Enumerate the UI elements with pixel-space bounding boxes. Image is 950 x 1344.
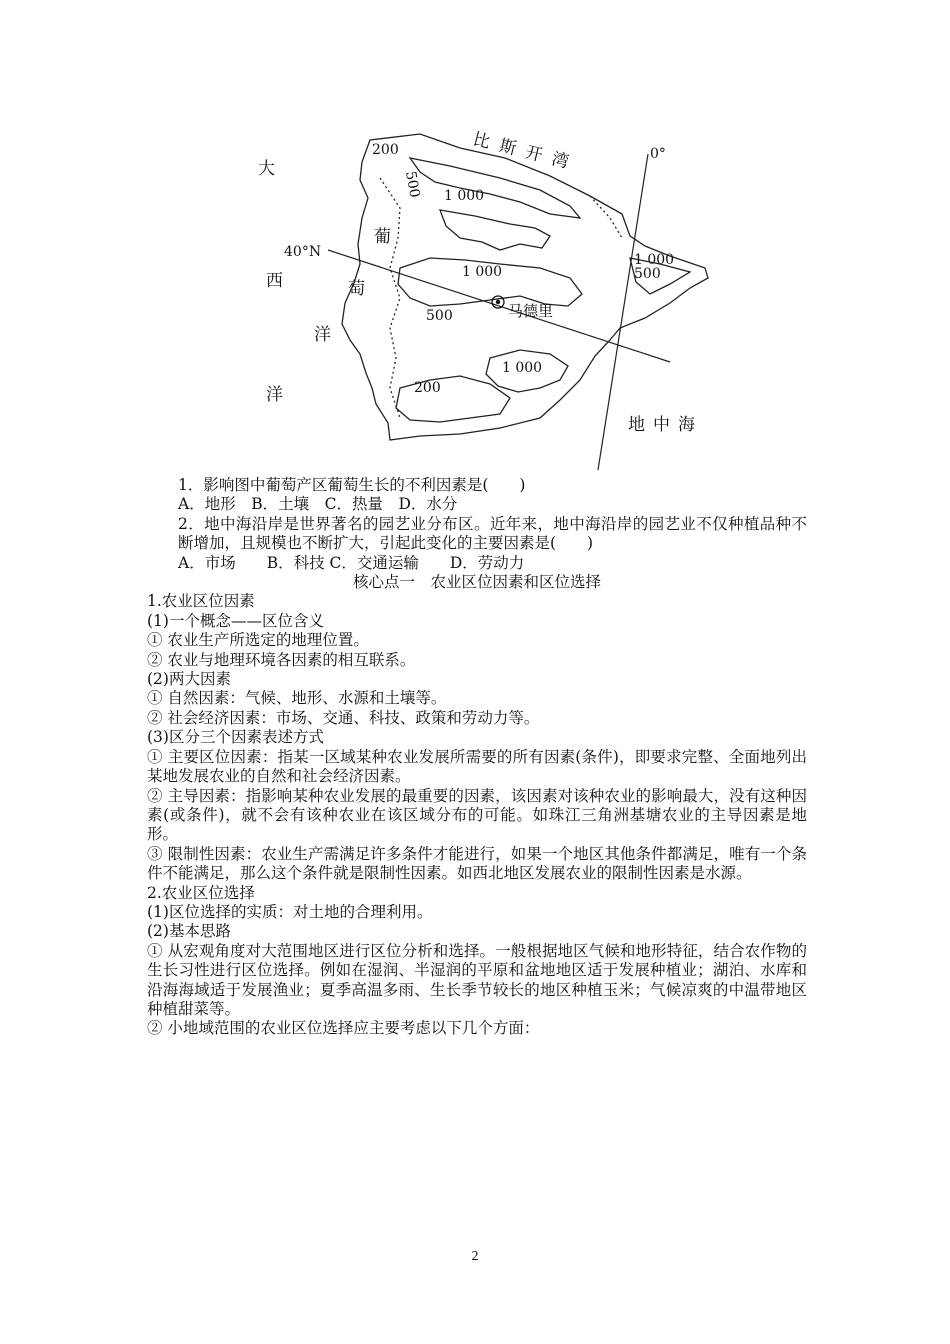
section-1-2a: ① 自然因素：气候、地形、水源和土壤等。	[147, 689, 447, 708]
label-c1000-s: 1 000	[502, 360, 543, 376]
label-ocean-1: 大	[258, 159, 275, 179]
core-heading: 核心点一 农业区位因素和区位选择	[352, 573, 601, 592]
contour-1000-central	[440, 210, 550, 250]
portugal-border	[380, 178, 400, 418]
label-ocean-4: 洋	[266, 385, 283, 405]
label-sea: 地中海	[628, 415, 703, 435]
label-parallel: 40°N	[284, 244, 322, 260]
document-body	[147, 476, 807, 1039]
section-2-2: (2)基本思路	[147, 922, 231, 941]
label-c500-e: 500	[634, 266, 661, 282]
section-2-2b: ② 小地域范围的农业区位选择应主要考虑以下几个方面：	[147, 1019, 540, 1038]
question-1-stem: 1．影响图中葡萄产区葡萄生长的不利因素是( )	[178, 476, 526, 494]
section-2-1: (1)区位选择的实质：对土地的合理利用。	[147, 902, 433, 921]
section-1-1b: ② 农业与地理环境各因素的相互联系。	[147, 650, 416, 669]
section-1-3: (3)区分三个因素表述方式	[147, 728, 324, 747]
label-capital: 马德里	[508, 302, 554, 320]
label-c500-nw: 500	[402, 169, 423, 200]
question-1-options: A．地形 B．土壤 C．热量 D．水分	[178, 495, 458, 514]
section-2-2a: ① 从宏观角度对大范围地区进行区位分析和选择。一般根据地区气候和地形特征，结合农作物的生长习性进行区位选择。例如在湿润、半湿润的平原和盆地地区适于发展种植业；湖泊、水库和沿海海域适于发展渔业；夏季高温多雨、生长季节较长的地区种植玉米；气候凉爽的中温带地区种植甜菜等。	[147, 941, 807, 1018]
section-2-title: 2.农业区位选择	[147, 883, 255, 902]
section-1-title: 1.农业区位因素	[147, 592, 255, 611]
section-1-2: (2)两大因素	[147, 670, 231, 689]
label-grape-1: 葡	[374, 227, 391, 247]
label-c1000-c: 1 000	[462, 264, 503, 280]
label-c200-s: 200	[414, 380, 441, 396]
iberia-contour-map	[250, 118, 720, 476]
question-2-stem: 2．地中海沿岸是世界著名的园艺业分布区。近年来，地中海沿岸的园艺业不仅种植品种不断增加，且规模也不断扩大，引起此变化的主要因素是( )	[178, 514, 807, 553]
label-grape-2: 萄	[348, 279, 365, 299]
page-number: 2	[471, 1249, 479, 1264]
coastline	[342, 134, 708, 440]
label-c200-nw: 200	[372, 142, 399, 158]
label-ocean-2: 西	[266, 271, 283, 291]
section-1-1: (1)一个概念——区位含义	[147, 611, 324, 630]
question-2-options: A．市场 B．科技 C．交通运输 D．劳动力	[178, 553, 525, 572]
label-meridian: 0°	[650, 146, 666, 162]
label-c1000-n: 1 000	[444, 188, 485, 204]
pyrenees-border	[590, 196, 622, 238]
section-1-2b: ② 社会经济因素：市场、交通、科技、政策和劳动力等。	[147, 708, 540, 727]
section-1-3b: ② 主导因素：指影响某种农业发展的最重要的因素，该因素对该种农业的影响最大，没有这种因素(或条件)，就不会有该种农业在该区域分布的可能。如珠江三角洲基塘农业的主导因素是地形。	[147, 786, 807, 844]
label-ocean-3: 洋	[314, 325, 331, 345]
label-bay: 比斯开湾	[470, 129, 581, 175]
section-1-1a: ① 农业生产所选定的地理位置。	[147, 631, 369, 650]
label-c1000-e: 1 000	[634, 252, 675, 268]
section-1-3a: ① 主要区位因素：指某一区域某种农业发展所需要的所有因素(条件)，即要求完整、全面地列出某地发展农业的自然和社会经济因素。	[147, 747, 807, 786]
label-c500-c: 500	[426, 308, 453, 324]
section-1-3c: ③ 限制性因素：农业生产需满足许多条件才能进行，如果一个地区其他条件都满足，唯有一个条件不能满足，那么这个条件就是限制性因素。如西北地区发展农业的限制性因素是水源。	[147, 844, 807, 883]
